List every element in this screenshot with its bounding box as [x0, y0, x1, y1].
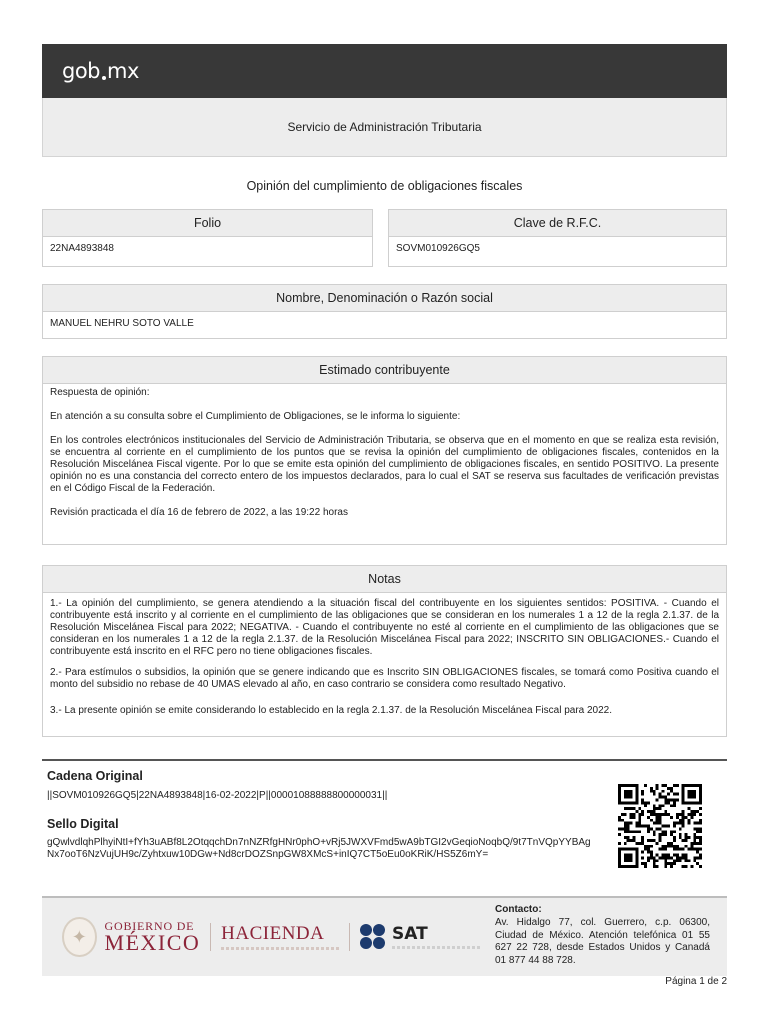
contact-info [495, 904, 710, 968]
gobmx-header-bar [42, 44, 727, 98]
section-divider [42, 759, 727, 761]
logo-dot [102, 76, 106, 80]
folio-rfc-row [42, 209, 727, 267]
sat-dots-icon [360, 924, 386, 950]
folio-label: Folio [43, 210, 372, 237]
notas-label: Notas [43, 566, 726, 593]
sello-digital-label: Sello Digital [47, 816, 119, 831]
nombre-label: Nombre, Denominación o Razón social [43, 285, 726, 312]
notas-body [43, 593, 726, 723]
document-title: Opinión del cumplimiento de obligaciones fiscales [246, 179, 523, 193]
institution-banner [42, 98, 727, 157]
contact-text: Av. Hidalgo 77, col. Guerrero, c.p. 06300, Ciudad de México. Atención telefónica 01 55 627 22 728, desde Estados Unidos y Canadá 01 877 44 88 728. [495, 916, 710, 967]
gobmx-logo[interactable]: gob mx [62, 59, 139, 83]
hacienda-logo: HACIENDA [221, 924, 339, 950]
cadena-original-label: Cadena Original [47, 769, 143, 783]
estimado-paragraph: Revisión practicada el día 16 de febrero de 2022, a las 19:22 horas [50, 507, 348, 518]
nota-paragraph: 2.- Para estímulos o subsidios, la opinión que se genere indicando que es Inscrito SIN OBLIGACIONES fiscales, se tomará como Positiva cuando el monto del subsidio no rebase de 40 UMAS elevado al año, en caso contrario se considera como resultado Negativo. [50, 667, 719, 690]
document-page [42, 44, 727, 987]
nota-paragraph: 3.- La presente opinión se emite considerando lo establecido en la regla 2.1.37. de la Resolución Miscelánea Fiscal para 2022. [50, 705, 613, 716]
folio-box [42, 209, 373, 267]
sello-digital-value: gQwlvdlqhPlhyiNtI+fYh3uABf8L2OtqqchDn7nNZRfgHNr0phO+vRj5JWXVFmd5wA9bTGI2vGeqioNoqbQ/9t7TnVQpYYBAgNx7ooT6NzVujUH9c/Zyhtxuw10DGw+Nd8crDOZSnpGW8XMcS+inIQ7CT5oEu0oKRiK/HS5Z6mY= [47, 836, 591, 860]
notas-box [42, 565, 727, 737]
estimado-paragraph: Respuesta de opinión: [50, 387, 150, 398]
nombre-value: MANUEL NEHRU SOTO VALLE [50, 318, 194, 329]
rfc-label: Clave de R.F.C. [389, 210, 726, 237]
nombre-box [42, 284, 727, 339]
cadena-original-value: ||SOVM010926GQ5|22NA4893848|16-02-2022|P||00001088888800000031|| [47, 790, 388, 801]
rfc-value: SOVM010926GQ5 [396, 243, 480, 254]
gobierno-de-mexico-logo: GOBIERNO DE MÉXICO [104, 919, 201, 955]
logo-divider [349, 923, 350, 951]
footer-logos [62, 912, 482, 962]
contact-label: Contacto: [495, 904, 542, 915]
folio-value: 22NA4893848 [50, 243, 114, 254]
logo-divider [210, 923, 211, 951]
sat-logo: SAT [360, 924, 482, 950]
estimado-label: Estimado contribuyente [43, 357, 726, 384]
qr-code-icon [618, 784, 702, 868]
nota-paragraph: 1.- La opinión del cumplimiento, se genera atendiendo a la situación fiscal del contribuyente en los siguientes sentidos: POSITIVA. - Cuando el contribuyente está inscrito y al corriente en el cumplimiento de las obligaciones que se consideran en los numerales 1 a 12 de la regla 2.1.37. de la Resolución Miscelánea Fiscal para 2022; NEGATIVA. - Cuando el contribuyente no esté al corriente en el cumplimiento de las obligaciones que se consideran en los numerales 1 a 12 de la regla 2.1.37. de la Resolución Miscelánea Fiscal para 2022; INSCRITO SIN OBLIGACIONES.- Cuando el contribuyente está inscrito en el RFC pero no tiene obligaciones fiscales. [50, 598, 719, 657]
page-number: Página 1 de 2 [665, 976, 727, 987]
institution-name: Servicio de Administración Tributaria [287, 120, 482, 134]
rfc-box [388, 209, 727, 267]
footer-bar [42, 896, 727, 976]
estimado-body [43, 384, 726, 525]
estimado-paragraph: En atención a su consulta sobre el Cumplimiento de Obligaciones, se le informa lo siguiente: [50, 411, 461, 422]
mexico-coat-of-arms-icon: ✦ [62, 917, 97, 957]
estimado-box [42, 356, 727, 545]
estimado-paragraph: En los controles electrónicos institucionales del Servicio de Administración Tributaria, se observa que en el momento en que se realiza esta revisión, se encuentra al corriente en el cumplimiento de los puntos que se revisa la opinión del cumplimiento de obligaciones fiscales, contenidos en la Resolución Miscelánea Fiscal vigente. Por lo que se emite esta opinión del cumplimiento de obligaciones fiscales, en sentido POSITIVO. La presente opinión no es una constancia del correcto entero de los impuestos declarados, para lo cual el SAT se reserva sus facultades de verificación previstas en el Código Fiscal de la Federación. [50, 435, 719, 494]
